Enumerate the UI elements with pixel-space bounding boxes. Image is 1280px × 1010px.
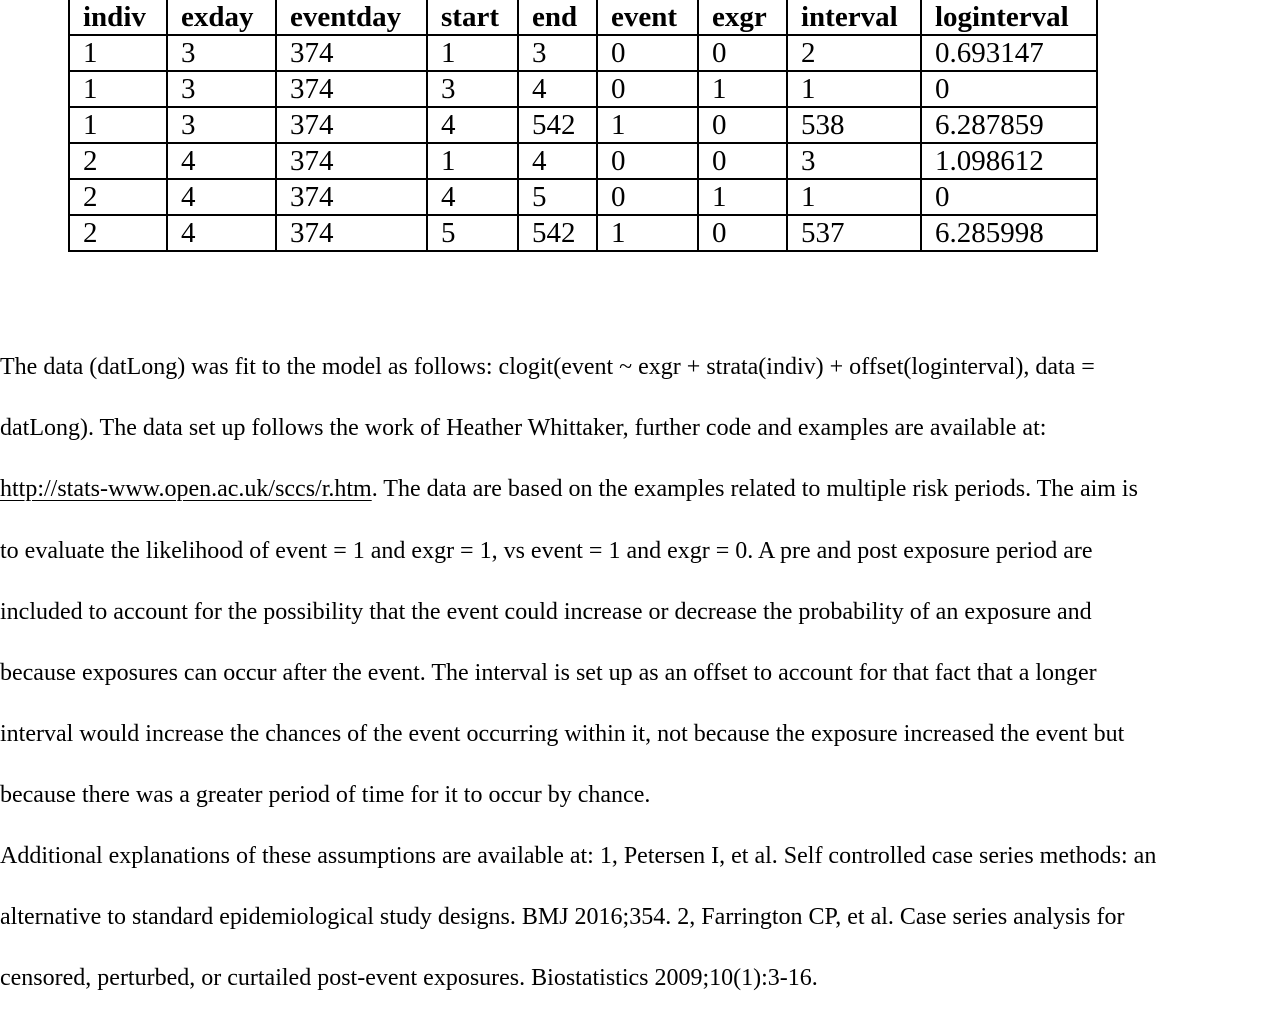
paragraph-line: included to account for the possibility that the event could increase or decrease the probability of an exposure and bbox=[0, 598, 1092, 625]
table-cell: 1 bbox=[69, 107, 167, 143]
table-cell: 3 bbox=[518, 35, 597, 71]
table-cell: 0 bbox=[698, 107, 787, 143]
column-header-exgr: exgr bbox=[698, 0, 787, 35]
table-cell: 0 bbox=[698, 215, 787, 251]
paragraph-line: to evaluate the likelihood of event = 1 and exgr = 1, vs event = 1 and exgr = 0. A pre and post exposure period are bbox=[0, 537, 1093, 564]
paragraph-line: interval would increase the chances of the event occurring within it, not because the exposure increased the event but bbox=[0, 721, 1125, 748]
table-cell: 374 bbox=[276, 179, 427, 215]
sccs-code-link[interactable]: http://stats-www.open.ac.uk/sccs/r.htm bbox=[0, 476, 372, 503]
table-cell: 1 bbox=[787, 71, 921, 107]
table-cell: 6.285998 bbox=[921, 215, 1097, 251]
table-cell: 2 bbox=[787, 35, 921, 71]
table-cell: 1 bbox=[427, 143, 518, 179]
table-cell: 542 bbox=[518, 107, 597, 143]
column-header-end: end bbox=[518, 0, 597, 35]
table-cell: 0 bbox=[921, 71, 1097, 107]
table-cell: 0 bbox=[597, 143, 698, 179]
column-header-exday: exday bbox=[167, 0, 276, 35]
column-header-interval: interval bbox=[787, 0, 921, 35]
table-cell: 0 bbox=[597, 71, 698, 107]
table-row bbox=[69, 215, 1097, 251]
column-header-event: event bbox=[597, 0, 698, 35]
table-cell: 3 bbox=[427, 71, 518, 107]
table-cell: 374 bbox=[276, 143, 427, 179]
table-cell: 0 bbox=[597, 179, 698, 215]
table-cell: 4 bbox=[427, 107, 518, 143]
table-cell: 1 bbox=[698, 179, 787, 215]
table-header-row bbox=[69, 0, 1097, 35]
table-cell: 2 bbox=[69, 179, 167, 215]
table-cell: 0 bbox=[698, 143, 787, 179]
table-row bbox=[69, 143, 1097, 179]
paragraph-line: censored, perturbed, or curtailed post-event exposures. Biostatistics 2009;10(1):3-16. bbox=[0, 965, 818, 992]
table-cell: 4 bbox=[167, 143, 276, 179]
column-header-indiv: indiv bbox=[69, 0, 167, 35]
table-cell: 1 bbox=[597, 107, 698, 143]
data-table bbox=[68, 0, 1098, 252]
column-header-start: start bbox=[427, 0, 518, 35]
table-cell: 3 bbox=[167, 71, 276, 107]
table-cell: 0 bbox=[597, 35, 698, 71]
table-cell: 3 bbox=[167, 107, 276, 143]
table-cell: 542 bbox=[518, 215, 597, 251]
paragraph-line-with-link bbox=[0, 459, 1280, 520]
table-row bbox=[69, 179, 1097, 215]
paragraph-line: The data (datLong) was fit to the model as follows: clogit(event ~ exgr + strata(indiv) + offset(loginterval), data = bbox=[0, 354, 1095, 380]
paragraph-line: datLong). The data set up follows the work of Heather Whittaker, further code and examples are available at: bbox=[0, 415, 1047, 442]
table-cell: 538 bbox=[787, 107, 921, 143]
model-description-paragraph bbox=[0, 337, 1280, 827]
table-cell: 2 bbox=[69, 143, 167, 179]
table-cell: 1 bbox=[69, 71, 167, 107]
table-cell: 374 bbox=[276, 215, 427, 251]
table-cell: 1 bbox=[597, 215, 698, 251]
table-cell: 2 bbox=[69, 215, 167, 251]
table-cell: 5 bbox=[427, 215, 518, 251]
table-cell: 374 bbox=[276, 71, 427, 107]
table-cell: 6.287859 bbox=[921, 107, 1097, 143]
table-cell: 374 bbox=[276, 107, 427, 143]
table-cell: 3 bbox=[167, 35, 276, 71]
table-cell: 4 bbox=[427, 179, 518, 215]
table-cell: 3 bbox=[787, 143, 921, 179]
table-row bbox=[69, 71, 1097, 107]
paragraph-line: because exposures can occur after the event. The interval is set up as an offset to account for that fact that a longer bbox=[0, 659, 1097, 686]
table-cell: 0.693147 bbox=[921, 35, 1097, 71]
table-cell: 1 bbox=[787, 179, 921, 215]
paragraph-line: alternative to standard epidemiological study designs. BMJ 2016;354. 2, Farrington CP, et al. Case series analysis for bbox=[0, 904, 1125, 931]
table-row bbox=[69, 35, 1097, 71]
table-cell: 4 bbox=[167, 215, 276, 251]
paragraph-line: because there was a greater period of time for it to occur by chance. bbox=[0, 782, 651, 809]
table-cell: 537 bbox=[787, 215, 921, 251]
table-cell: 374 bbox=[276, 35, 427, 71]
table-cell: 4 bbox=[518, 71, 597, 107]
column-header-loginterval: loginterval bbox=[921, 0, 1097, 35]
column-header-eventday: eventday bbox=[276, 0, 427, 35]
table-cell: 4 bbox=[167, 179, 276, 215]
table-row bbox=[69, 107, 1097, 143]
table-cell: 1 bbox=[427, 35, 518, 71]
table-cell: 5 bbox=[518, 179, 597, 215]
paragraph-text: . The data are based on the examples related to multiple risk periods. The aim is bbox=[371, 476, 1138, 503]
table-cell: 1.098612 bbox=[921, 143, 1097, 179]
table-cell: 0 bbox=[698, 35, 787, 71]
paragraph-line: Additional explanations of these assumptions are available at: 1, Petersen I, et al. Self controlled case series methods: an bbox=[0, 843, 1157, 869]
table-cell: 1 bbox=[69, 35, 167, 71]
table-cell: 0 bbox=[921, 179, 1097, 215]
table-cell: 1 bbox=[698, 71, 787, 107]
table-cell: 4 bbox=[518, 143, 597, 179]
additional-explanations-paragraph bbox=[0, 826, 1280, 1010]
